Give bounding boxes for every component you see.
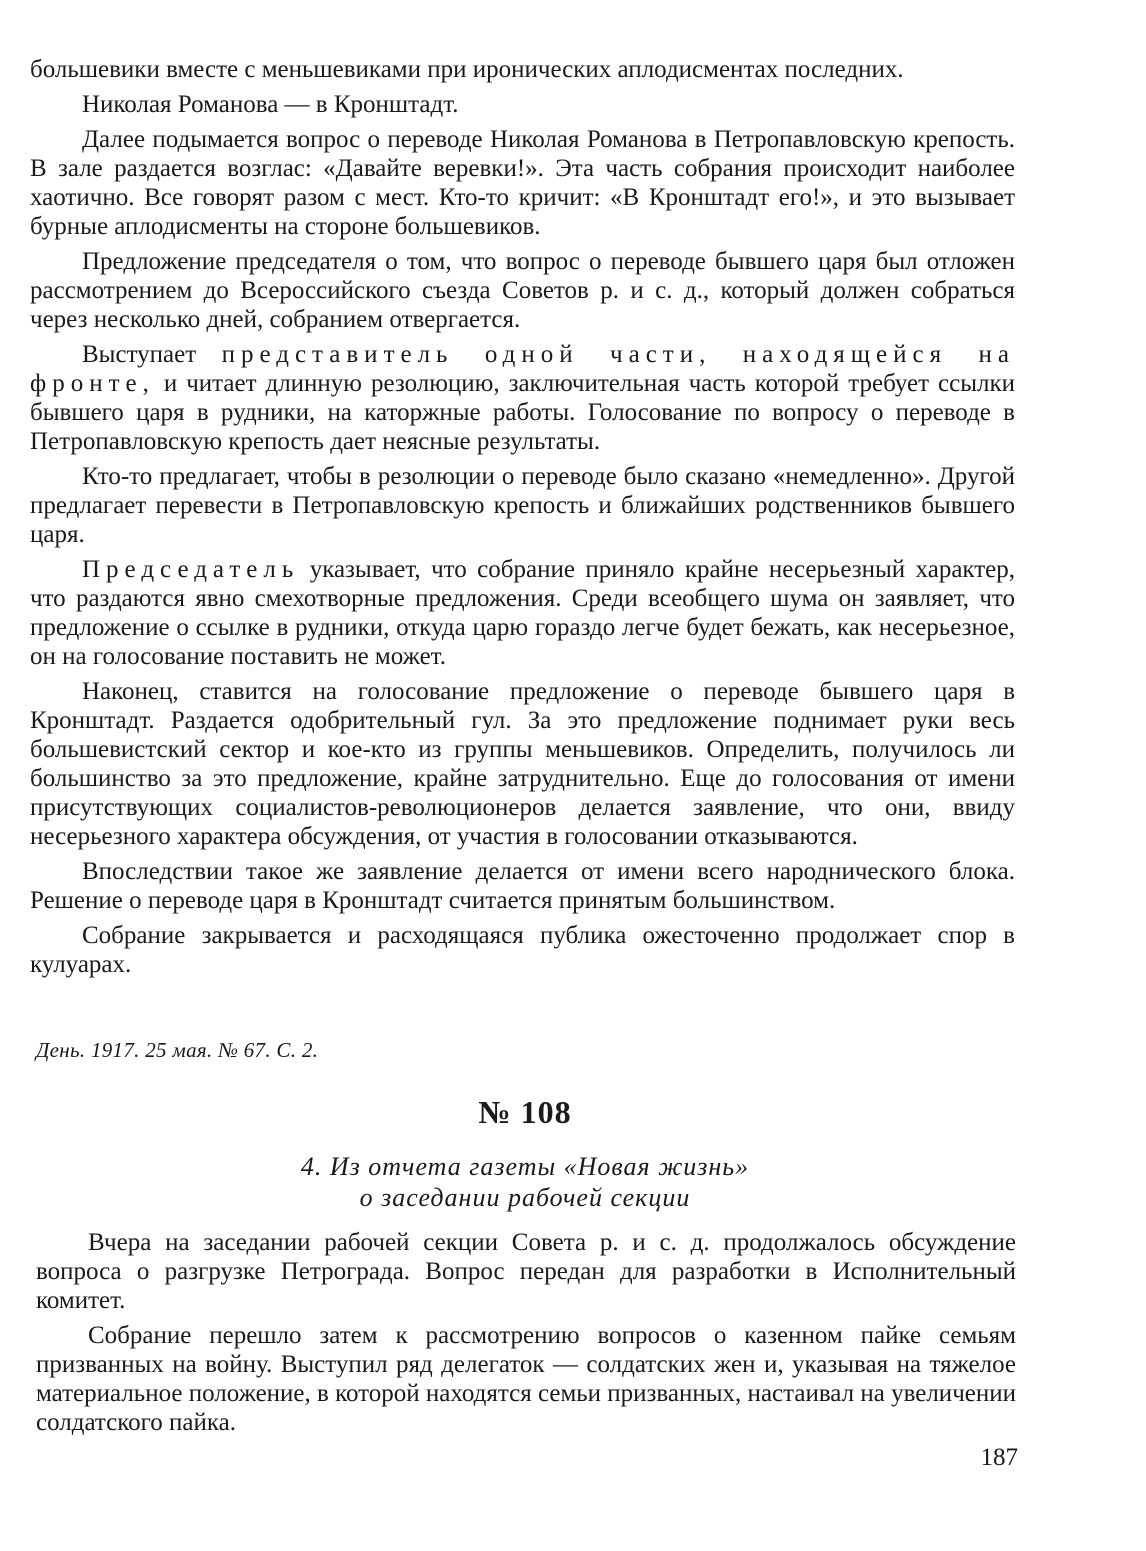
section-1-text xyxy=(30,55,1015,985)
paragraph xyxy=(30,555,1015,671)
page-number: 187 xyxy=(980,1444,1018,1471)
document-title xyxy=(0,1151,1050,1213)
paragraph: Вчера на заседании рабочей секции Совета р. и с. д. продолжалось обсуждение вопроса о разгрузке Петрограда. Вопрос передан для разработки в Исполнительный комитет. xyxy=(36,1229,1016,1314)
emphasized-text: представитель одной части, находящейся на фронте, xyxy=(30,341,1016,397)
paragraph: Николая Романова — в Кронштадт. xyxy=(82,91,459,118)
paragraph-text: и читает длинную резолюцию, заключительная часть которой требует ссылки бывшего царя в рудники, на каторжные работы. Голосование по вопросу о переводе в Петропавловскую крепость дает неясные результаты. xyxy=(30,370,1016,455)
paragraph: Далее подымается вопрос о переводе Николая Романова в Петропавловскую крепость. В зале раздается возглас: «Давайте веревки!». Эта часть собрания происходит наиболее хаотично. Все говорят разом с мест. Кто-то кричит: «В Кронштадт его!», и это вызывает бурные аплодисменты на стороне большевиков. xyxy=(30,126,1015,240)
paragraph: Впоследствии такое же заявление делается от имени всего народнического блока. Решение о переводе царя в Кронштадт считается принятым большинством. xyxy=(30,858,1015,914)
document-number: № 108 xyxy=(478,1094,572,1130)
paragraph: Кто-то предлагает, чтобы в резолюции о переводе было сказано «немедленно». Другой предлагает перевести в Петропавловскую крепость и ближайших родственников бывшего царя. xyxy=(30,463,1015,548)
emphasized-text: Председатель xyxy=(82,556,300,583)
document-title-line: о заседании рабочей секции xyxy=(359,1183,691,1212)
paragraph-text: указывает, что собрание приняло крайне несерьезный характер, что раздаются явно смехотворные предложения. Среди всеобщего шума он заявляет, что предложение о ссылке в рудники, откуда царю гораздо легче будет бежать, как несерьезное, он на голосование поставить не может. xyxy=(30,556,1016,670)
paragraph: Предложение председателя о том, что вопрос о переводе бывшего царя был отложен рассмотрением до Всероссийского съезда Советов р. и с. д., который должен собраться через несколько дней, собранием отвергается. xyxy=(30,248,1015,333)
paragraph: Наконец, ставится на голосование предложение о переводе бывшего царя в Кронштадт. Раздается одобрительный гул. За это предложение поднимает руки весь большевистский сектор и кое-кто из группы меньшевиков. Определить, получилось ли большинство за это предложение, крайне затруднительно. Еще до голосования от имени присутствующих социалистов-революционеров делается заявление, что они, ввиду несерьезного характера обсуждения, от участия в голосовании отказываются. xyxy=(30,678,1015,850)
source-citation: День. 1917. 25 мая. № 67. С. 2. xyxy=(36,1038,319,1062)
section-2-text xyxy=(36,1228,1016,1443)
paragraph xyxy=(30,340,1015,456)
paragraph-text: Выступает xyxy=(82,341,197,368)
paragraph: большевики вместе с меньшевиками при иронических аплодисментах последних. xyxy=(30,56,904,83)
paragraph: Собрание перешло затем к рассмотрению вопросов о казенном пайке семьям призванных на войну. Выступил ряд делегаток — солдатских жен и, указывая на тяжелое материальное положение, в которой находятся семьи призванных, настаивал на увеличении солдатского пайка. xyxy=(36,1322,1016,1436)
paragraph: Собрание закрывается и расходящаяся публика ожесточенно продолжает спор в кулуарах. xyxy=(30,922,1015,978)
document-title-line: 4. Из отчета газеты «Новая жизнь» xyxy=(300,1152,750,1181)
